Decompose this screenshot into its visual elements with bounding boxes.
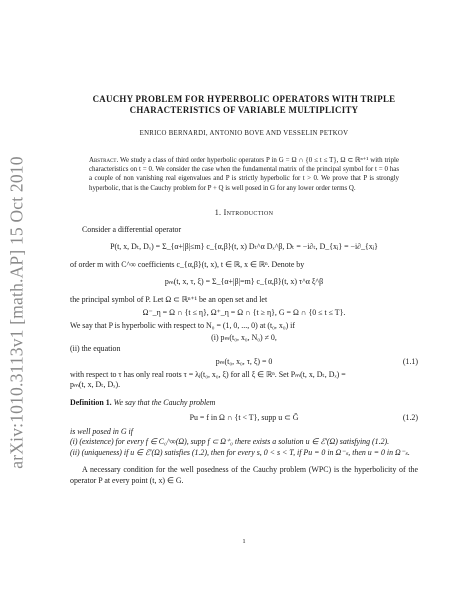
- section-title: 1. Introduction: [214, 207, 274, 217]
- title-line-1: CAUCHY PROBLEM FOR HYPERBOLIC OPERATORS WITH TRIPLE: [92, 94, 396, 104]
- paper-title: [70, 94, 418, 116]
- title-line-2: CHARACTERISTICS OF VARIABLE MULTIPLICITY: [129, 105, 359, 115]
- definition-uniqueness: (ii) (uniqueness) if u ∈ ℰ′(Ω) satisfies (1.2), then for every s, 0 < s < T, if Pu = 0 in Ω⁻ₛ, then u = 0 in Ω⁻ₛ.: [70, 447, 410, 457]
- abstract-text: We study a class of third order hyperbolic operators P in G = Ω ∩ {0 ≤ t ≤ T}, Ω ⊂ ℝⁿ⁺¹ with triple characteristics on t = 0. We consider the case when the fundamental matrix of the principal symbol for t = 0 has a couple of non vanishing real eigenvalues and P is strictly hyperbolic for t > 0. We prove that P is strongly hyperbolic, that is the Cauchy problem for P + Q is well posed in G for any lower order terms Q.: [89, 157, 399, 192]
- paragraph-principal-symbol: the principal symbol of P. Let Ω ⊂ ℝⁿ⁺¹ be an open set and let: [70, 294, 268, 304]
- definition-existence: (i) (existence) for every f ∈ C₀^∞(Ω), supp f ⊂ Ω⁺₀ there exists a solution u ∈ ℰ′(Ω) satisfying (1.2).: [70, 437, 390, 447]
- paragraph-necessary-condition: A necessary condition for the well posedness of the Cauchy problem (WPC) is the hyperbolicity of the operator P at every point (t, x) ∈ G.: [70, 465, 418, 485]
- abstract-label: Abstract.: [89, 157, 119, 164]
- condition-i: (i) pₘ(t₀, x₀, N₀) ≠ 0,: [211, 333, 277, 343]
- arxiv-stamp: arXiv:1010.3113v1 [math.AP] 15 Oct 2010: [6, 155, 27, 469]
- definition-well-posed: is well posed in G if: [70, 427, 133, 437]
- abstract: [89, 156, 399, 193]
- paragraph-hyperbolic: We say that P is hyperbolic with respect to N₀ = (1, 0, ..., 0) at (t₀, x₀) if: [70, 321, 295, 331]
- authors: ENRICO BERNARDI, ANTONIO BOVE AND VESSELIN PETKOV: [139, 130, 349, 137]
- equation-operator: P(t, x, Dₜ, Dₓ) = Σ_{α+|β|≤m} c_{α,β}(t, x) Dₜ^α Dₓ^β, Dₜ = −i∂ₜ, D_{xⱼ} = −i∂_{xⱼ}: [110, 242, 378, 252]
- equation-1-1-number: (1.1): [402, 356, 418, 366]
- definition-1: [70, 398, 418, 408]
- paragraph-roots-line-2: pₘ(t, x, Dₜ, Dₓ).: [70, 380, 121, 390]
- paragraph-intro: Consider a differential operator: [82, 224, 182, 234]
- equation-1-2-number: (1.2): [402, 413, 418, 423]
- equation-1-1-body: pₘ(t₀, x₀, τ, ξ) = 0: [215, 356, 273, 366]
- page-number: 1: [242, 538, 246, 545]
- condition-ii: (ii) the equation: [70, 344, 121, 354]
- paragraph-roots-line-1: with respect to τ has only real roots τ = λⱼ(t₀, x₀, ξ) for all ξ ∈ ℝⁿ. Set Pₘ(t, x, Dₜ, Dₓ) =: [70, 369, 346, 379]
- definition-label: Definition 1.: [70, 397, 112, 407]
- equation-sets: Ω⁻_η = Ω ∩ {t ≤ η}, Ω⁺_η = Ω ∩ {t ≥ η}, G = Ω ∩ {0 ≤ t ≤ T}.: [142, 308, 346, 318]
- definition-intro: We say that the Cauchy problem: [111, 397, 216, 407]
- equation-principal-symbol: pₘ(t, x, τ, ξ) = Σ_{α+|β|=m} c_{α,β}(t, x) τ^α ξ^β: [164, 276, 324, 286]
- paragraph-roots: [70, 370, 418, 391]
- equation-1-2-body: Pu = f in Ω ∩ {t < T}, supp u ⊂ Ḡ: [189, 413, 299, 423]
- equation-1-2: [70, 413, 418, 422]
- equation-1-1: [70, 357, 418, 366]
- paper-page: [70, 94, 418, 545]
- paragraph-order: of order m with C^∞ coefficients c_{α,β}(t, x), t ∈ ℝ, x ∈ ℝⁿ. Denote by: [70, 260, 305, 270]
